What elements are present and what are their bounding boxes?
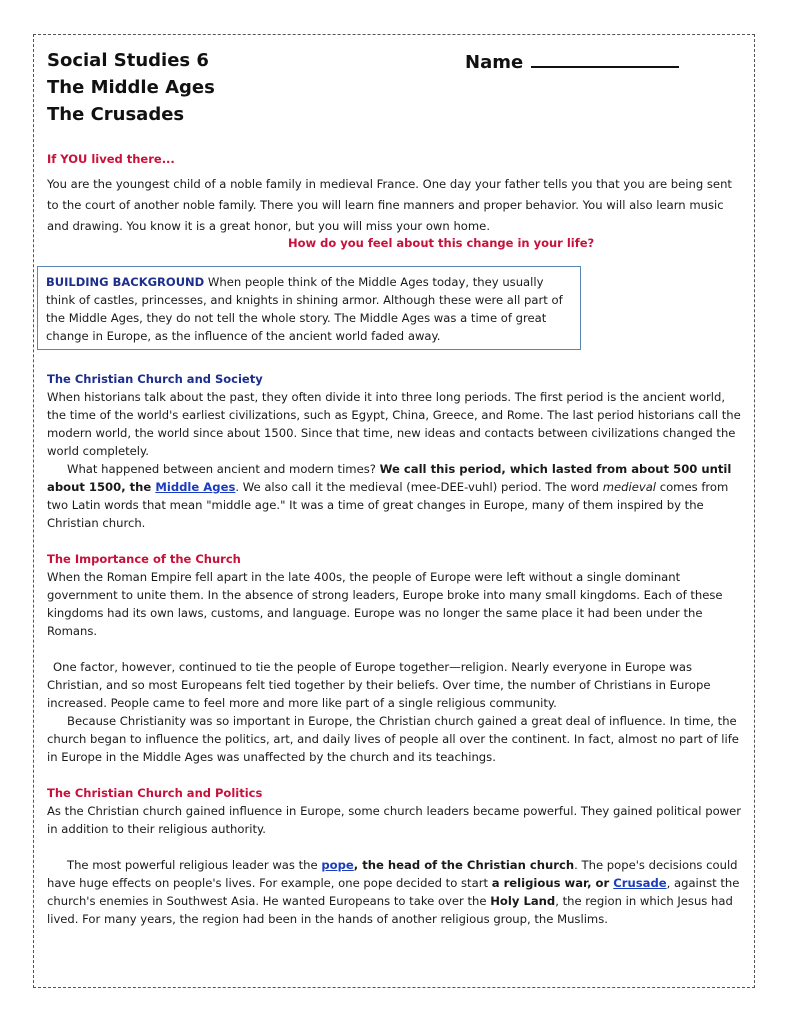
politics-p1: As the Christian church gained influence in Europe, some church leaders became powerful. They gained political power in addition to their religious authority. xyxy=(47,804,742,836)
politics-text-b: . The pope's decisions could have huge effects on people's lives. For example, one pope decided to start xyxy=(47,858,738,890)
p2-text-a: What happened between ancient and modern times? xyxy=(67,462,380,476)
name-field xyxy=(465,48,679,76)
building-background-box xyxy=(37,266,581,350)
politics-bold-1: , the head of the Christian church xyxy=(353,858,575,872)
politics-bold-3: Holy Land xyxy=(490,894,556,908)
building-background-text: When people think of the Middle Ages today, they usually think of castles, princesses, and knights in shining armor. Although these were all part of the Middle Ages, they do not tell the whole story. The Middle Ages was a time of great change in Europe, as the influence of the ancient world faded away. xyxy=(46,275,563,343)
crusade-link[interactable]: Crusade xyxy=(613,876,667,890)
politics-bold-2: a religious war, or xyxy=(491,876,614,890)
church-society-section xyxy=(47,370,747,532)
importance-p3: Because Christianity was so important in Europe, the Christian church gained a great deal of influence. In time, the church began to influence the politics, art, and daily lives of people all over the continent. In fact, almost no part of life in Europe in the Middle Ages was unaffected by the church and its teachings. xyxy=(47,714,739,764)
p2-text-b: . We also call it the medieval (mee-DEE-vuhl) period. The word xyxy=(235,480,603,494)
politics-heading: The Christian Church and Politics xyxy=(47,786,263,800)
politics-text-a: The most powerful religious leader was the xyxy=(67,858,322,872)
pope-link[interactable]: pope xyxy=(321,858,354,872)
name-blank xyxy=(531,48,679,68)
church-society-p2 xyxy=(47,460,747,532)
building-background-label: BUILDING BACKGROUND xyxy=(46,275,205,289)
politics-text-c: , against the church's enemies in Southwest Asia. He wanted Europeans to take over the xyxy=(47,876,740,908)
if-you-lived-text: You are the youngest child of a noble family in medieval France. One day your father tells you that you are being sent to the court of another noble family. There you will learn fine manners and proper behavior. You will also learn music and drawing. You know it is a great honor, but you will miss your own home. xyxy=(47,177,732,233)
church-society-p1: When historians talk about the past, they often divide it into three long periods. The first period is the ancient world, the time of the world's earliest civilizations, such as Egypt, China, Greece, and Rome. The last period historians call the modern world, the world since about 1500. Since that time, new ideas and contacts between civilizations changed the world completely. xyxy=(47,390,741,458)
unit-title: The Middle Ages xyxy=(47,77,215,98)
topic-title: The Crusades xyxy=(47,104,185,125)
if-you-lived-section xyxy=(47,150,747,252)
importance-heading: The Importance of the Church xyxy=(47,552,241,566)
politics-text-d: , the region in which Jesus had lived. For many years, the region had been in the hands of another religious group, the Muslims. xyxy=(47,894,733,926)
importance-section xyxy=(47,550,747,766)
church-society-heading: The Christian Church and Society xyxy=(47,372,263,386)
importance-p1: When the Roman Empire fell apart in the late 400s, the people of Europe were left without a single dominant government to unite them. In the absence of strong leaders, Europe broke into many small kingdoms. Each of these kingdoms had its own laws, customs, and language. Europe was no longer the same place it had been under the Romans. xyxy=(47,570,723,638)
middle-ages-link[interactable]: Middle Ages xyxy=(155,480,236,494)
p2-text-c: comes from two Latin words that mean "middle age." It was a time of great changes in Europe, many of them inspired by the Christian church. xyxy=(47,480,729,530)
course-title: Social Studies 6 xyxy=(47,50,209,71)
politics-p2 xyxy=(47,856,747,928)
politics-section xyxy=(47,784,747,928)
importance-p2: One factor, however, continued to tie the people of Europe together—religion. Nearly everyone in Europe was Christian, and so most Europeans felt tied together by their beliefs. Over time, the number of Christians in Europe increased. People came to feel more and more like part of a single religious community. xyxy=(47,660,711,710)
if-you-lived-heading: If YOU lived there... xyxy=(47,152,175,166)
p2-italic: medieval xyxy=(602,480,657,494)
name-label: Name xyxy=(465,52,524,73)
if-you-lived-question: How do you feel about this change in your life? xyxy=(288,236,595,250)
p2-bold: We call this period, which lasted from about 500 until about 1500, the xyxy=(47,462,732,494)
